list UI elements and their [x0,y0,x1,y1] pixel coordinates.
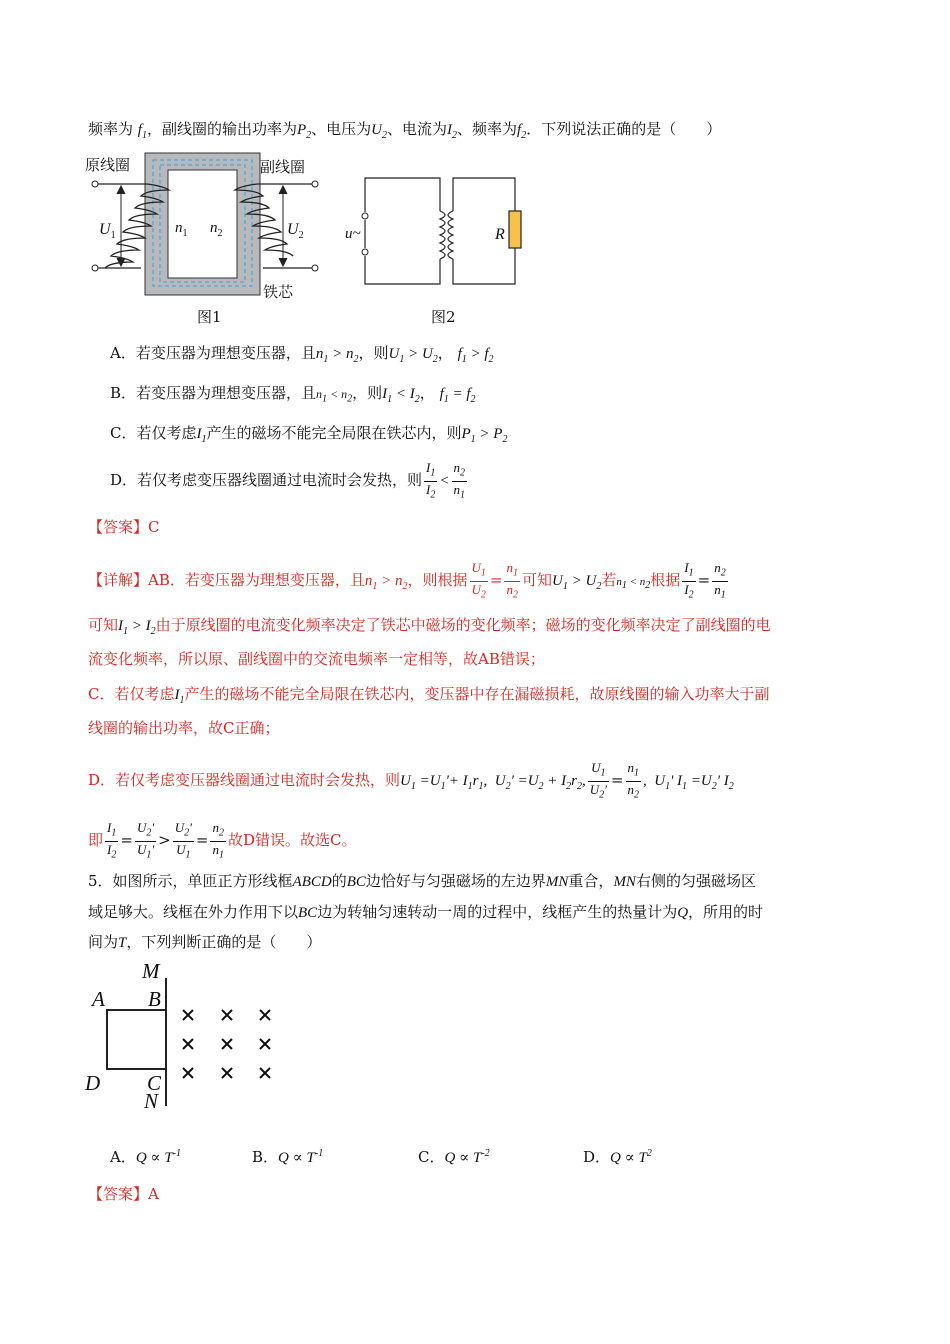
option-a[interactable]: A．若变压器为理想变压器，且$n_1 > n_2$，则$U_1 > U_2$， $f_1 > f_2$ [110,344,494,365]
detail-ab-line1: 【详解】AB．若变压器为理想变压器，且$n_1 > n_2$，则根据 $\frac{U_1}{U_2}$ = $\frac{n_1}{n_2}$ 可知$U_1 > U_2$若$n_1 < n_2$根据 $\frac{I_1}{I_2}$ = $\frac{n_2}{n_1}$ [88,560,726,601]
option-b[interactable]: B．若变压器为理想变压器，且$n_1 < n_2$，则$I_1 < I_2$， $f_1 = f_2$ [110,384,476,405]
caption-fig1: 图1 [197,308,222,326]
label-n2: $n_2$ [210,220,223,239]
label-a: A [92,987,105,1011]
secondary-circuit [448,178,515,284]
source-terminal-top [362,213,368,219]
label-secondary: 副线圈 [260,158,306,176]
detail-c-line1: C．若仅考虑$I_1$产生的磁场不能完全局限在铁芯内，变压器中存在漏磁损耗，故原线圈的输入功率大于副 [88,685,770,706]
figure-2-circuit [345,168,530,330]
label-core: 铁芯 [263,283,294,301]
magnetic-field-crosses [183,1010,270,1078]
q5-option-d[interactable]: D．$Q \propto T^2$ [583,1148,652,1166]
q5-option-a[interactable]: A．$Q \propto T^{-1}$ [110,1148,182,1166]
detail-ab-line3: 流变化频率，所以原、副线圈中的交流电频率一定相等，故AB错误； [88,650,545,668]
q5-figure-frame-field [82,958,292,1126]
source-label: u~ [345,226,361,242]
detail-ab-line2: 可知$I_1 > I_2$由于原线圈的电流变化频率决定了铁芯中磁场的变化频率；磁场的变化频率决定了副线圈的电 [88,616,771,637]
label-c: C [147,1071,162,1095]
label-b: B [148,987,161,1011]
q5-option-c[interactable]: C．$Q \propto T^{-2}$ [418,1148,490,1166]
u1-arrow [117,186,125,266]
label-d: D [85,1071,101,1095]
u2-arrow [279,186,287,266]
figure-1-transformer [85,150,330,330]
detail-c-line2: 线圈的输出功率，故C正确； [88,719,280,737]
q5-line3: 间为T，下列判断正确的是（ ） [88,933,322,951]
detail-d-line1: D．若仅考虑变压器线圈通过电流时会发热，则$U_1 =U_1'+ I_1r_1$, $U_2' =U_2 + I_2r_2$, $\frac{U_1}{U_2'}$ = $\frac{n_1}{n_2}$ , $U_1'$ $I_1 =U_2'$ $I_2$ [88,760,734,801]
label-u1: $U_1$ [99,221,116,241]
label-m: M [142,959,160,983]
resistor [509,211,521,248]
answer-1: 【答案】C [88,518,160,536]
option-c[interactable]: C．若仅考虑$I_1$产生的磁场不能完全局限在铁芯内，则$P_1 > P_2$ [110,424,508,445]
option-d[interactable]: D．若仅考虑变压器线圈通过电流时会发热，则 $\frac{I_1}{I_2}$ < $\frac{n_2}{n_1}$ [110,460,465,501]
terminal-primary-bottom [92,265,98,271]
resistor-label: R [495,226,505,243]
label-primary: 原线圈 [85,156,131,174]
terminal-primary-top [92,181,98,187]
terminal-secondary-bottom [312,265,318,271]
square-frame [107,1010,166,1069]
primary-circuit [365,178,445,284]
q5-option-b[interactable]: B．$Q \propto T^{-1}$ [252,1148,324,1166]
label-n1: $n_1$ [175,220,188,239]
source-terminal-bottom [362,249,368,255]
var-f1: $f_1$ [137,122,147,141]
q5-line1: 5．如图所示，单匝正方形线框ABCD的BC边恰好与匀强磁场的左边界MN重合，MN右侧的匀强磁场区 [88,872,756,890]
label-n: N [144,1089,159,1113]
intro-line: 频率为 $f_1$，副线圈的输出功率为$P_2$、电压为$U_2$、电流为$I_2$、频率为$f_2$．下列说法正确的是（ ） [88,120,722,141]
detail-d-line2: 即 $\frac{I_1}{I_2}$ = $\frac{U_2'}{U_1'}$ > $\frac{U_2'}{U_1}$ = $\frac{n_2}{n_1}$ 故D错误。故选C。 [88,820,357,861]
q5-line2: 域足够大。线框在外力作用下以BC边为转轴匀速转动一周的过程中，线框产生的热量计为Q，所用的时 [88,903,764,921]
answer-2: 【答案】A [88,1185,159,1203]
label-u2: $U_2$ [287,221,304,241]
caption-fig2: 图2 [431,308,456,326]
terminal-secondary-top [312,181,318,187]
